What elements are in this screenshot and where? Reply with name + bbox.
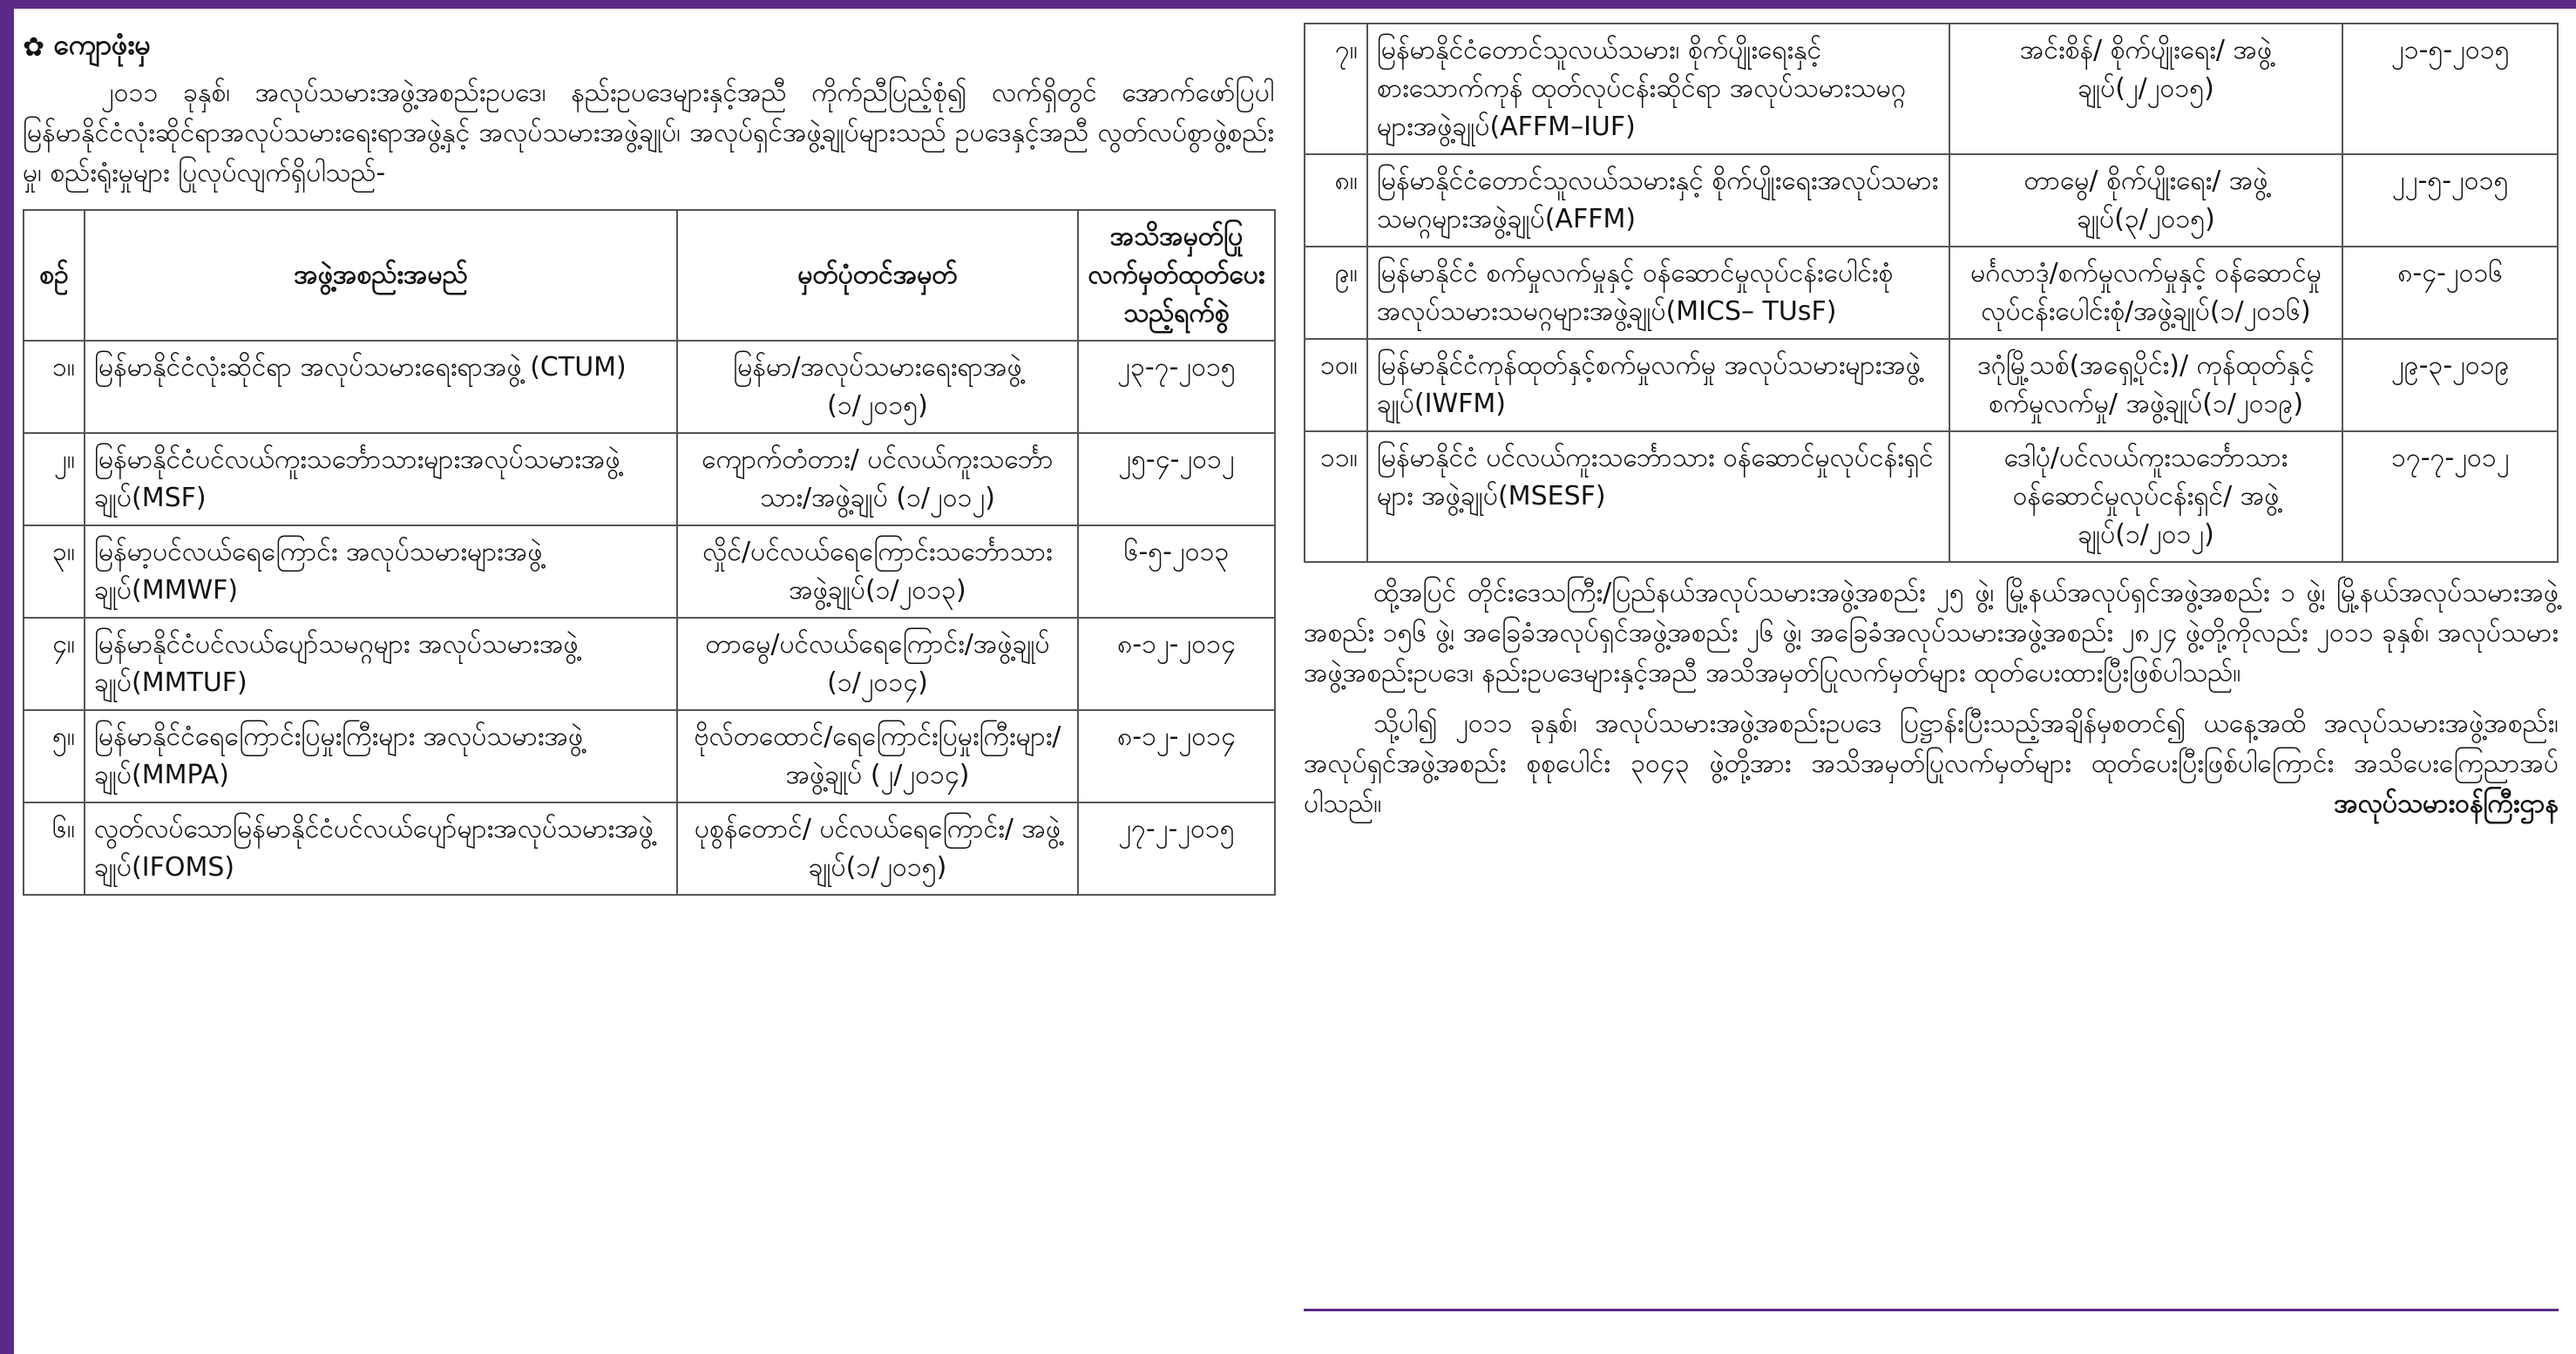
cell-no: ၃။ (24, 525, 85, 618)
flower-bullet-icon: ✿ (23, 31, 45, 63)
cell-name: မြန်မာနိုင်ငံတောင်သူလယ်သမားနှင့် စိုက်ပျိုးရေးအလုပ်သမားသမဂ္ဂများအဖွဲ့ချုပ်(AFFM) (1367, 154, 1949, 247)
section-title: ကျောဖုံးမှ (53, 28, 151, 61)
cell-reg: တာမွေ/ပင်လယ်ရေကြောင်း/အဖွဲ့ချုပ် (၁/၂၀၁၄) (677, 618, 1078, 710)
cell-name: မြန်မာနိုင်ငံလုံးဆိုင်ရာ အလုပ်သမားရေးရာအဖွဲ့ (CTUM) (85, 341, 677, 433)
bottom-divider (1304, 1309, 2559, 1311)
cell-name: မြန်မာနိုင်ငံပင်လယ်ကူးသင်္ဘောသားများအလုပ်သမားအဖွဲ့ချုပ်(MSF) (85, 433, 677, 525)
cell-no: ၆။ (24, 802, 85, 895)
cell-reg: ဒဂုံမြို့သစ်(အရှေ့ပိုင်း)/ ကုန်ထုတ်နှင့်စက်မှုလက်မှု/ အဖွဲ့ချုပ်(၁/၂၀၁၉) (1949, 339, 2343, 431)
table-row (24, 618, 1275, 710)
header-name: အဖွဲ့အစည်းအမည် (85, 210, 677, 341)
cell-date: ၆-၅-၂၀၁၃ (1078, 525, 1275, 618)
left-column (23, 26, 1274, 896)
closing-paragraph-2-text: သို့ပါ၍ ၂၀၁၁ ခုနှစ်၊ အလုပ်သမားအဖွဲ့အစည်းဥပဒေ ပြဋ္ဌာန်းပြီးသည့်အချိန်မှစတင်၍ ယနေ့အထိ အလုပ်သမားအဖွဲ့အစည်း၊ အလုပ်ရှင်အဖွဲ့အစည်း စုစုပေါင်း ၃၀၄၃ ဖွဲ့တို့အား အသိအမှတ်ပြုလက်မှတ်များ ထုတ်ပေးပြီးဖြစ်ပါကြောင်း အသိပေးကြေညာအပ်ပါသည်။ (1304, 708, 2559, 819)
cell-no: ၄။ (24, 618, 85, 710)
cell-no: ၁၁။ (1305, 431, 1367, 562)
cell-name: မြန်မာ့ပင်လယ်ရေကြောင်း အလုပ်သမားများအဖွဲ့ချုပ်(MMWF) (85, 525, 677, 618)
cell-name: မြန်မာနိုင်ငံ စက်မှုလက်မှုနှင့် ဝန်ဆောင်မှုလုပ်ငန်းပေါင်းစုံ အလုပ်သမားသမဂ္ဂများအဖွဲ့ချုပ်(MICS– TUsF) (1367, 247, 1949, 339)
table-row (1305, 24, 2558, 154)
cell-date: ၁၇-၇-၂၀၁၂ (2342, 431, 2558, 562)
cell-reg: တာမွေ/ စိုက်ပျိုးရေး/ အဖွဲ့ချုပ်(၃/၂၀၁၅) (1949, 154, 2343, 247)
cell-date: ၂၉-၃-၂၀၁၉ (2342, 339, 2558, 431)
cell-name: မြန်မာနိုင်ငံ ပင်လယ်ကူးသင်္ဘောသား ဝန်ဆောင်မှုလုပ်ငန်းရှင်များ အဖွဲ့ချုပ်(MSESF) (1367, 431, 1949, 562)
cell-no: ၅။ (24, 710, 85, 802)
table-row (24, 433, 1275, 525)
table-row (24, 802, 1275, 895)
cell-date: ၈-၁၂-၂၀၁၄ (1078, 710, 1275, 802)
cell-reg: ပုစွန်တောင်/ ပင်လယ်ရေကြောင်း/ အဖွဲ့ချုပ်(၁/၂၀၁၅) (677, 802, 1078, 895)
cell-no: ၇။ (1305, 24, 1367, 154)
registration-table-left (23, 209, 1276, 896)
table-row (24, 341, 1275, 433)
registration-table-right (1304, 23, 2559, 563)
cell-reg: ကျောက်တံတား/ ပင်လယ်ကူးသင်္ဘောသား/အဖွဲ့ချုပ် (၁/၂၀၁၂) (677, 433, 1078, 525)
cell-reg: ဗိုလ်တထောင်/ရေကြောင်းပြမှုးကြီးများ/အဖွဲ့ချုပ် (၂/၂၀၁၄) (677, 710, 1078, 802)
cell-no: ၁၀။ (1305, 339, 1367, 431)
cell-name: မြန်မာနိုင်ငံရေကြောင်းပြမှုးကြီးများ အလုပ်သမားအဖွဲ့ချုပ်(MMPA) (85, 710, 677, 802)
section-header (23, 26, 1274, 68)
cell-name: မြန်မာနိုင်ငံတောင်သူလယ်သမား၊ စိုက်ပျိုးရေးနှင့် စားသောက်ကုန် ထုတ်လုပ်ငန်းဆိုင်ရာ အလုပ်သမားသမဂ္ဂများအဖွဲ့ချုပ်(AFFM–IUF) (1367, 24, 1949, 154)
cell-reg: ဒေါပုံ/ပင်လယ်ကူးသင်္ဘောသား ဝန်ဆောင်မှုလုပ်ငန်းရှင်/ အဖွဲ့ချုပ်(၁/၂၀၁၂) (1949, 431, 2343, 562)
table-row (24, 710, 1275, 802)
cell-name: လွတ်လပ်သောမြန်မာနိုင်ငံပင်လယ်ပျော်များအလုပ်သမားအဖွဲ့ချုပ်(IFOMS) (85, 802, 677, 895)
header-no: စဉ် (24, 210, 85, 341)
cell-reg: အင်းစိန်/ စိုက်ပျိုးရေး/ အဖွဲ့ချုပ်(၂/၂၀၁၅) (1949, 24, 2343, 154)
table-header-row (24, 210, 1275, 341)
closing-paragraph-2 (1304, 704, 2559, 824)
cell-reg: မင်္ဂလာဒုံ/စက်မှုလက်မှုနှင့် ဝန်ဆောင်မှုလုပ်ငန်းပေါင်းစုံ/အဖွဲ့ချုပ်(၁/၂၀၁၆) (1949, 247, 2343, 339)
header-date: အသိအမှတ်ပြုလက်မှတ်ထုတ်ပေးသည့်ရက်စွဲ (1078, 210, 1275, 341)
table-row (1305, 431, 2558, 562)
signature: အလုပ်သမားဝန်ကြီးဌာန (2334, 789, 2559, 819)
cell-date: ၂၂-၅-၂၀၁၅ (2342, 154, 2558, 247)
cell-reg: မြန်မာ/အလုပ်သမားရေးရာအဖွဲ့ (၁/၂၀၁၅) (677, 341, 1078, 433)
cell-no: ၂။ (24, 433, 85, 525)
table-row (1305, 247, 2558, 339)
cell-reg: လှိုင်/ပင်လယ်ရေကြောင်းသင်္ဘောသားအဖွဲ့ချုပ်(၁/၂၀၁၃) (677, 525, 1078, 618)
cell-name: မြန်မာနိုင်ငံကုန်ထုတ်နှင့်စက်မှုလက်မှု အလုပ်သမားများအဖွဲ့ချုပ်(IWFM) (1367, 339, 1949, 431)
cell-date: ၂၃-၇-၂၀၁၅ (1078, 341, 1275, 433)
cell-date: ၈-၄-၂၀၁၆ (2342, 247, 2558, 339)
header-reg: မှတ်ပုံတင်အမှတ် (677, 210, 1078, 341)
cell-no: ၉။ (1305, 247, 1367, 339)
table-row (1305, 339, 2558, 431)
cell-date: ၂၇-၂-၂၀၁၅ (1078, 802, 1275, 895)
right-column (1304, 23, 2559, 824)
cell-no: ၈။ (1305, 154, 1367, 247)
cell-date: ၈-၁၂-၂၀၁၄ (1078, 618, 1275, 710)
cell-date: ၂၅-၄-၂၀၁၂ (1078, 433, 1275, 525)
cell-no: ၁။ (24, 341, 85, 433)
table-row (24, 525, 1275, 618)
cell-date: ၂၁-၅-၂၀၁၅ (2342, 24, 2558, 154)
cell-name: မြန်မာနိုင်ငံပင်လယ်ပျော်သမဂ္ဂများ အလုပ်သမားအဖွဲ့ချုပ်(MMTUF) (85, 618, 677, 710)
closing-paragraph-1: ထို့အပြင် တိုင်းဒေသကြီး/ပြည်နယ်အလုပ်သမားအဖွဲ့အစည်း ၂၅ ဖွဲ့၊ မြို့နယ်အလုပ်ရှင်အဖွဲ့အစည်း ၁ ဖွဲ့၊ မြို့နယ်အလုပ်သမားအဖွဲ့အစည်း ၁၅၆ ဖွဲ့၊ အခြေခံအလုပ်ရှင်အဖွဲ့အစည်း ၂၆ ဖွဲ့၊ အခြေခံအလုပ်သမားအဖွဲ့အစည်း ၂၈၂၄ ဖွဲ့တို့ကိုလည်း ၂၀၁၁ ခုနှစ်၊ အလုပ်သမားအဖွဲ့အစည်းဥပဒေ၊ နည်းဥပဒေများနှင့်အညီ အသိအမှတ်ပြုလက်မှတ်များ ထုတ်ပေးထားပြီးဖြစ်ပါသည်။ (1304, 578, 2559, 688)
intro-paragraph: ၂၀၁၁ ခုနှစ်၊ အလုပ်သမားအဖွဲ့အစည်းဥပဒေ၊ နည်းဥပဒေများနှင့်အညီ ကိုက်ညီပြည့်စုံ၍ လက်ရှိတွင် အောက်ဖော်ပြပါ မြန်မာနိုင်ငံလုံးဆိုင်ရာအလုပ်သမားရေးရာအဖွဲ့နှင့် အလုပ်သမားအဖွဲ့ချုပ်၊ အလုပ်ရှင်အဖွဲ့ချုပ်များသည် ဥပဒေနှင့်အညီ လွတ်လပ်စွာဖွဲ့စည်းမှု၊ စည်းရုံးမှုများ ပြုလုပ်လျက်ရှိပါသည်- (23, 78, 1274, 188)
table-row (1305, 154, 2558, 247)
